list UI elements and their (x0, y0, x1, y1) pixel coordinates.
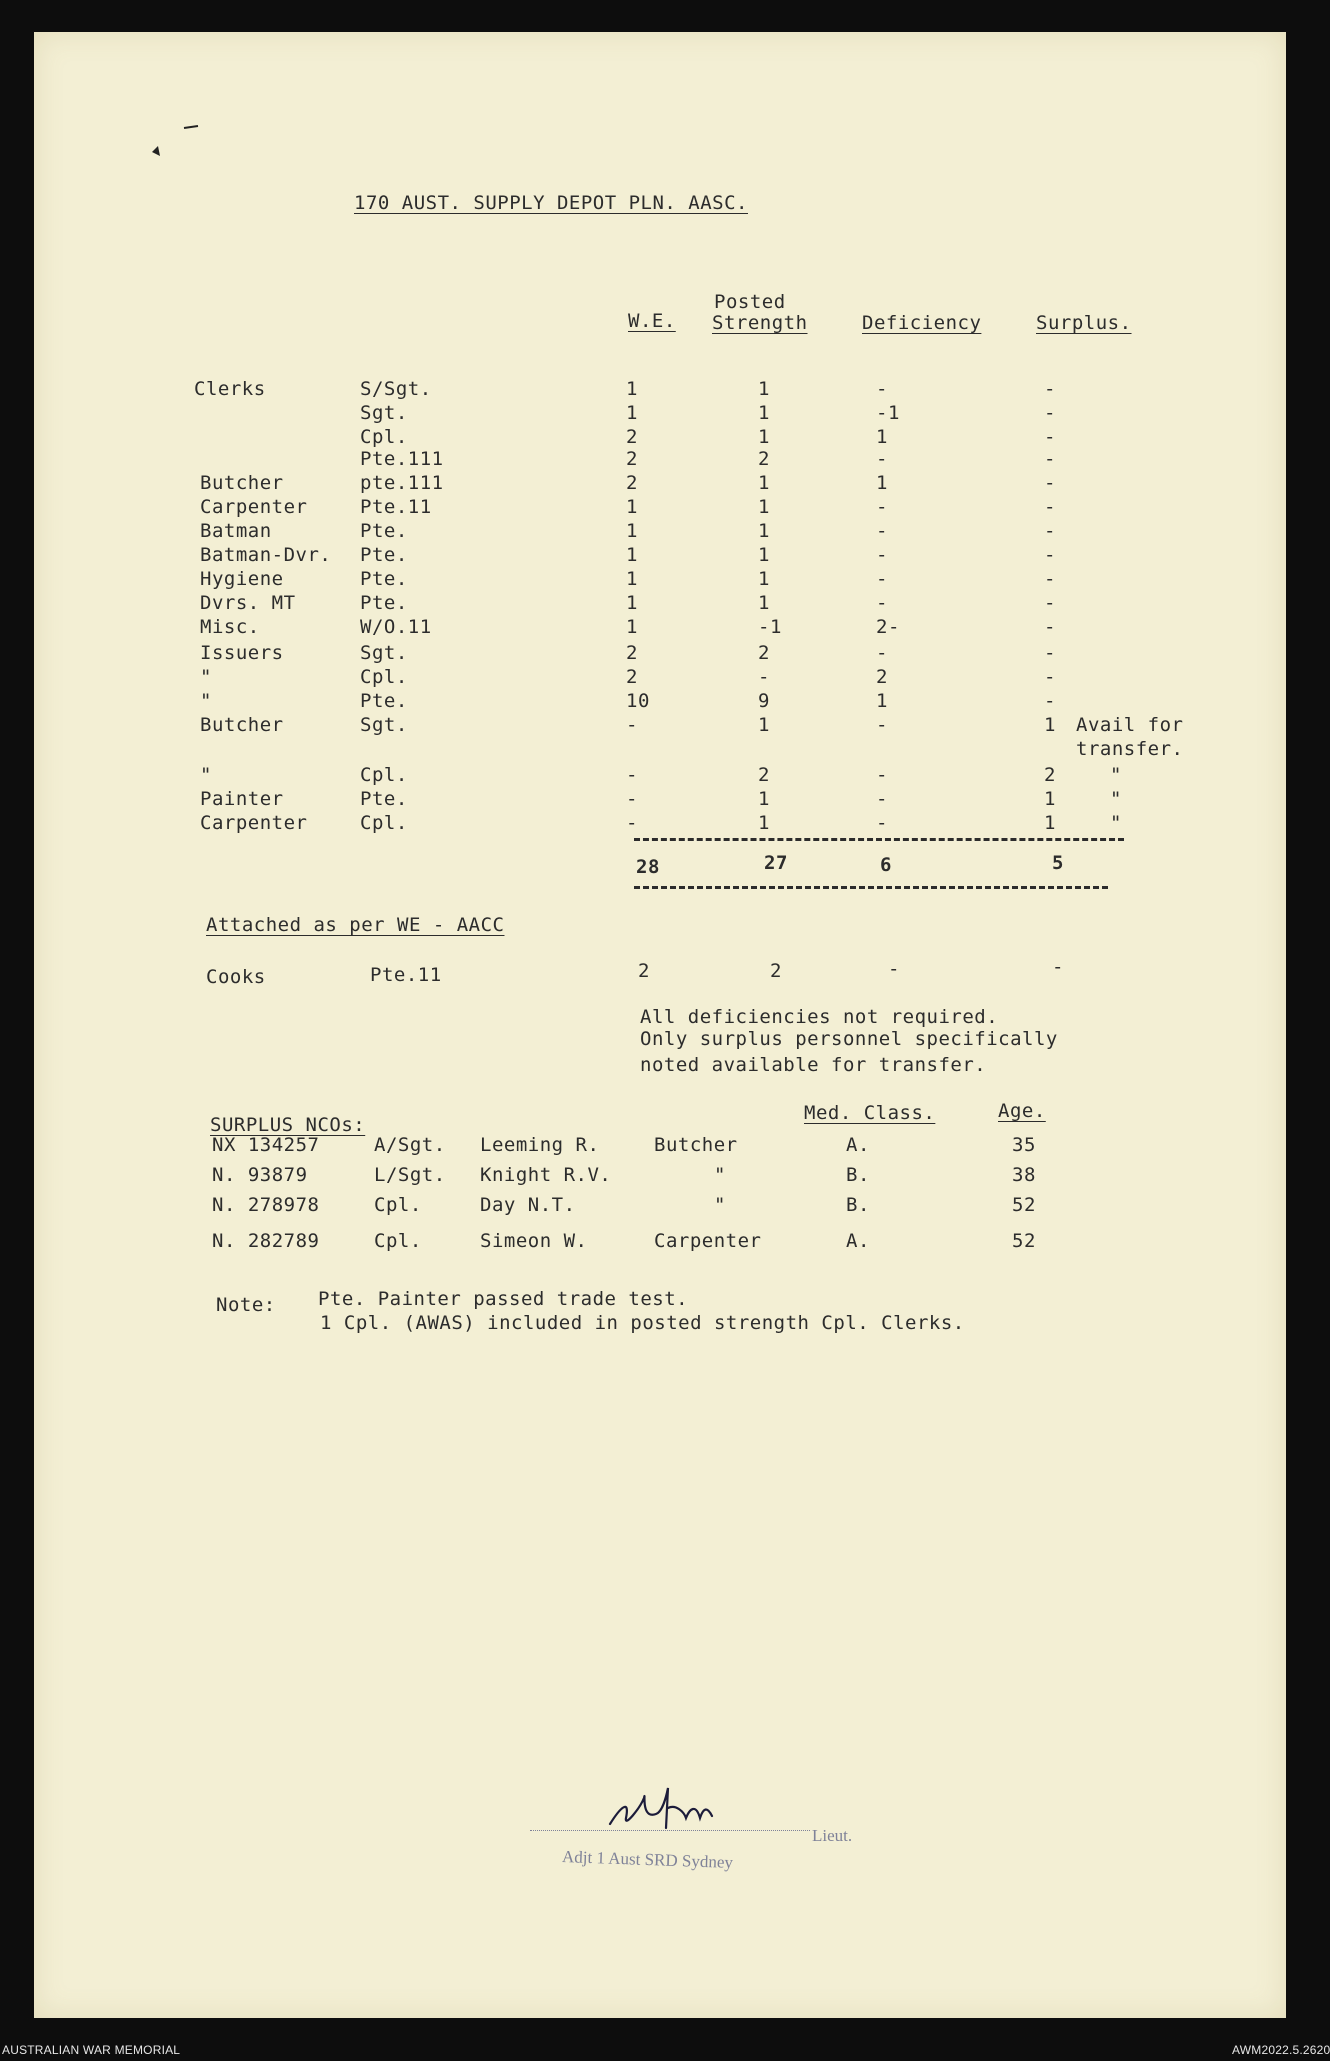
row-trade: " (200, 666, 212, 688)
row-posted: 1 (758, 788, 770, 810)
nco-trade: " (714, 1164, 726, 1186)
row-posted: 1 (758, 520, 770, 542)
nco-med-class: A. (846, 1134, 870, 1156)
nco-number: N. 282789 (212, 1230, 320, 1252)
med-class-header: Med. Class. (804, 1102, 936, 1124)
row-rank: Pte.111 (360, 448, 444, 470)
row-posted: 2 (758, 764, 770, 786)
row-trade: Batman-Dvr. (200, 544, 332, 566)
row-we: - (626, 764, 638, 786)
note-label: Note: (216, 1294, 276, 1316)
row-posted: 1 (758, 568, 770, 590)
nco-med-class: A. (846, 1230, 870, 1252)
nco-rank: Cpl. (374, 1194, 422, 1216)
row-we: 1 (626, 592, 638, 614)
nco-med-class: B. (846, 1164, 870, 1186)
attached-trade: Cooks (206, 966, 266, 988)
row-surplus: - (1044, 592, 1056, 614)
row-deficiency: - (876, 496, 888, 518)
row-we: 2 (626, 642, 638, 664)
row-trade: Batman (200, 520, 272, 542)
row-trade: Clerks (194, 378, 266, 400)
row-we: 1 (626, 568, 638, 590)
row-posted: 1 (758, 544, 770, 566)
header-posted-line1: Posted (714, 291, 786, 313)
row-trade: Painter (200, 788, 284, 810)
row-surplus: - (1044, 496, 1056, 518)
footer-right: AWM2022.5.2620 (1232, 2043, 1330, 2057)
row-deficiency: - (876, 592, 888, 614)
row-we: 2 (626, 426, 638, 448)
row-we: 1 (626, 496, 638, 518)
row-surplus: - (1044, 378, 1056, 400)
row-surplus: - (1044, 520, 1056, 542)
row-posted: 1 (758, 496, 770, 518)
row-rank: Cpl. (360, 666, 408, 688)
row-deficiency: 1 (876, 690, 888, 712)
nco-number: N. 278978 (212, 1194, 320, 1216)
row-note: " (1110, 812, 1122, 834)
row-rank: Pte. (360, 690, 408, 712)
row-rank: Sgt. (360, 714, 408, 736)
attached-posted: 2 (770, 960, 782, 982)
header-posted-line2: Strength (712, 312, 808, 334)
ink-marks (148, 122, 208, 162)
surplus-ncos-heading: SURPLUS NCOs: (210, 1114, 366, 1136)
nco-age: 52 (1012, 1194, 1036, 1216)
row-surplus: - (1044, 448, 1056, 470)
row-we: 1 (626, 520, 638, 542)
row-posted: -1 (758, 616, 782, 638)
row-trade: Butcher (200, 472, 284, 494)
row-surplus: 1 (1044, 714, 1056, 736)
nco-number: NX 134257 (212, 1134, 320, 1156)
row-we: - (626, 812, 638, 834)
totals-rule-top (634, 838, 1124, 841)
row-rank: S/Sgt. (360, 378, 432, 400)
row-deficiency: - (876, 788, 888, 810)
row-we: 1 (626, 544, 638, 566)
row-deficiency: -1 (876, 402, 900, 424)
row-deficiency: - (876, 642, 888, 664)
row-trade: " (200, 690, 212, 712)
row-deficiency: - (876, 568, 888, 590)
row-rank: Pte. (360, 592, 408, 614)
total-posted: 27 (764, 852, 788, 874)
nco-name: Knight R.V. (480, 1164, 612, 1186)
row-trade: " (200, 764, 212, 786)
row-posted: 1 (758, 426, 770, 448)
nco-age: 52 (1012, 1230, 1036, 1252)
handwritten-signature (600, 1768, 750, 1838)
row-we: - (626, 714, 638, 736)
attached-we: 2 (638, 960, 650, 982)
row-surplus: - (1044, 402, 1056, 424)
row-note: transfer. (1076, 738, 1184, 760)
row-posted: 1 (758, 714, 770, 736)
row-surplus: - (1044, 642, 1056, 664)
row-posted: 1 (758, 592, 770, 614)
attached-heading: Attached as per WE - AACC (206, 914, 505, 936)
row-rank: Cpl. (360, 426, 408, 448)
row-rank: Pte. (360, 568, 408, 590)
age-header: Age. (998, 1100, 1046, 1122)
row-surplus: - (1044, 544, 1056, 566)
header-deficiency: Deficiency (862, 312, 982, 334)
row-trade: Dvrs. MT (200, 592, 296, 614)
note-line-2: 1 Cpl. (AWAS) included in posted strength Cpl. Clerks. (320, 1312, 965, 1334)
nco-med-class: B. (846, 1194, 870, 1216)
header-surplus: Surplus. (1036, 312, 1132, 334)
document-title: 170 AUST. SUPPLY DEPOT PLN. AASC. (354, 192, 748, 214)
row-rank: Cpl. (360, 812, 408, 834)
row-rank: Pte. (360, 544, 408, 566)
row-surplus: - (1044, 616, 1056, 638)
remark-line-1: All deficiencies not required. (640, 1006, 999, 1028)
nco-name: Simeon W. (480, 1230, 588, 1252)
row-we: 2 (626, 448, 638, 470)
attached-deficiency: - (888, 958, 900, 980)
row-posted: - (758, 666, 770, 688)
row-deficiency: - (876, 448, 888, 470)
total-surplus: 5 (1052, 852, 1064, 874)
row-trade: Carpenter (200, 812, 308, 834)
row-we: - (626, 788, 638, 810)
row-rank: Pte. (360, 788, 408, 810)
row-surplus: - (1044, 472, 1056, 494)
row-deficiency: 2 (876, 666, 888, 688)
row-deficiency: - (876, 714, 888, 736)
row-surplus: - (1044, 666, 1056, 688)
row-deficiency: - (876, 812, 888, 834)
row-trade: Carpenter (200, 496, 308, 518)
row-surplus: - (1044, 426, 1056, 448)
row-deficiency: 1 (876, 426, 888, 448)
row-rank: W/O.11 (360, 616, 432, 638)
nco-trade: Butcher (654, 1134, 738, 1156)
row-posted: 9 (758, 690, 770, 712)
row-we: 10 (626, 690, 650, 712)
row-trade: Hygiene (200, 568, 284, 590)
row-deficiency: - (876, 520, 888, 542)
row-deficiency: - (876, 764, 888, 786)
row-rank: Pte.11 (360, 496, 432, 518)
row-posted: 1 (758, 378, 770, 400)
row-trade: Butcher (200, 714, 284, 736)
nco-rank: Cpl. (374, 1230, 422, 1252)
row-we: 1 (626, 378, 638, 400)
row-surplus: - (1044, 690, 1056, 712)
header-we: W.E. (628, 310, 676, 332)
row-we: 1 (626, 616, 638, 638)
nco-name: Day N.T. (480, 1194, 576, 1216)
row-we: 2 (626, 666, 638, 688)
remark-line-3: noted available for transfer. (640, 1054, 987, 1076)
row-deficiency: - (876, 378, 888, 400)
row-posted: 2 (758, 448, 770, 470)
row-we: 2 (626, 472, 638, 494)
nco-trade: " (714, 1194, 726, 1216)
nco-number: N. 93879 (212, 1164, 308, 1186)
row-note: Avail for (1076, 714, 1184, 736)
total-deficiency: 6 (880, 854, 892, 876)
row-note: " (1110, 764, 1122, 786)
row-deficiency: 1 (876, 472, 888, 494)
nco-age: 35 (1012, 1134, 1036, 1156)
row-surplus: - (1044, 568, 1056, 590)
row-surplus: 2 (1044, 764, 1056, 786)
remark-line-2: Only surplus personnel specifically (640, 1028, 1058, 1050)
row-surplus: 1 (1044, 812, 1056, 834)
row-note: " (1110, 788, 1122, 810)
row-posted: 2 (758, 642, 770, 664)
row-trade: Issuers (200, 642, 284, 664)
row-rank: Cpl. (360, 764, 408, 786)
row-rank: pte.111 (360, 472, 444, 494)
attached-surplus: - (1052, 956, 1064, 978)
nco-rank: A/Sgt. (374, 1134, 446, 1156)
nco-trade: Carpenter (654, 1230, 762, 1252)
row-deficiency: 2- (876, 616, 900, 638)
attached-rank: Pte.11 (370, 964, 442, 986)
row-surplus: 1 (1044, 788, 1056, 810)
footer-left: AUSTRALIAN WAR MEMORIAL (2, 2043, 181, 2057)
row-deficiency: - (876, 544, 888, 566)
signature-line (530, 1830, 810, 1831)
signature-rank: Lieut. (812, 1826, 853, 1845)
row-posted: 1 (758, 472, 770, 494)
totals-rule-bottom (634, 886, 1108, 889)
nco-name: Leeming R. (480, 1134, 600, 1156)
nco-age: 38 (1012, 1164, 1036, 1186)
row-rank: Sgt. (360, 402, 408, 424)
nco-rank: L/Sgt. (374, 1164, 446, 1186)
row-trade: Misc. (200, 616, 260, 638)
row-posted: 1 (758, 402, 770, 424)
signature-stamp: Adjt 1 Aust SRD Sydney (561, 1847, 734, 1872)
row-rank: Sgt. (360, 642, 408, 664)
row-posted: 1 (758, 812, 770, 834)
total-we: 28 (636, 856, 660, 878)
note-line-1: Pte. Painter passed trade test. (318, 1288, 689, 1310)
row-rank: Pte. (360, 520, 408, 542)
row-we: 1 (626, 402, 638, 424)
